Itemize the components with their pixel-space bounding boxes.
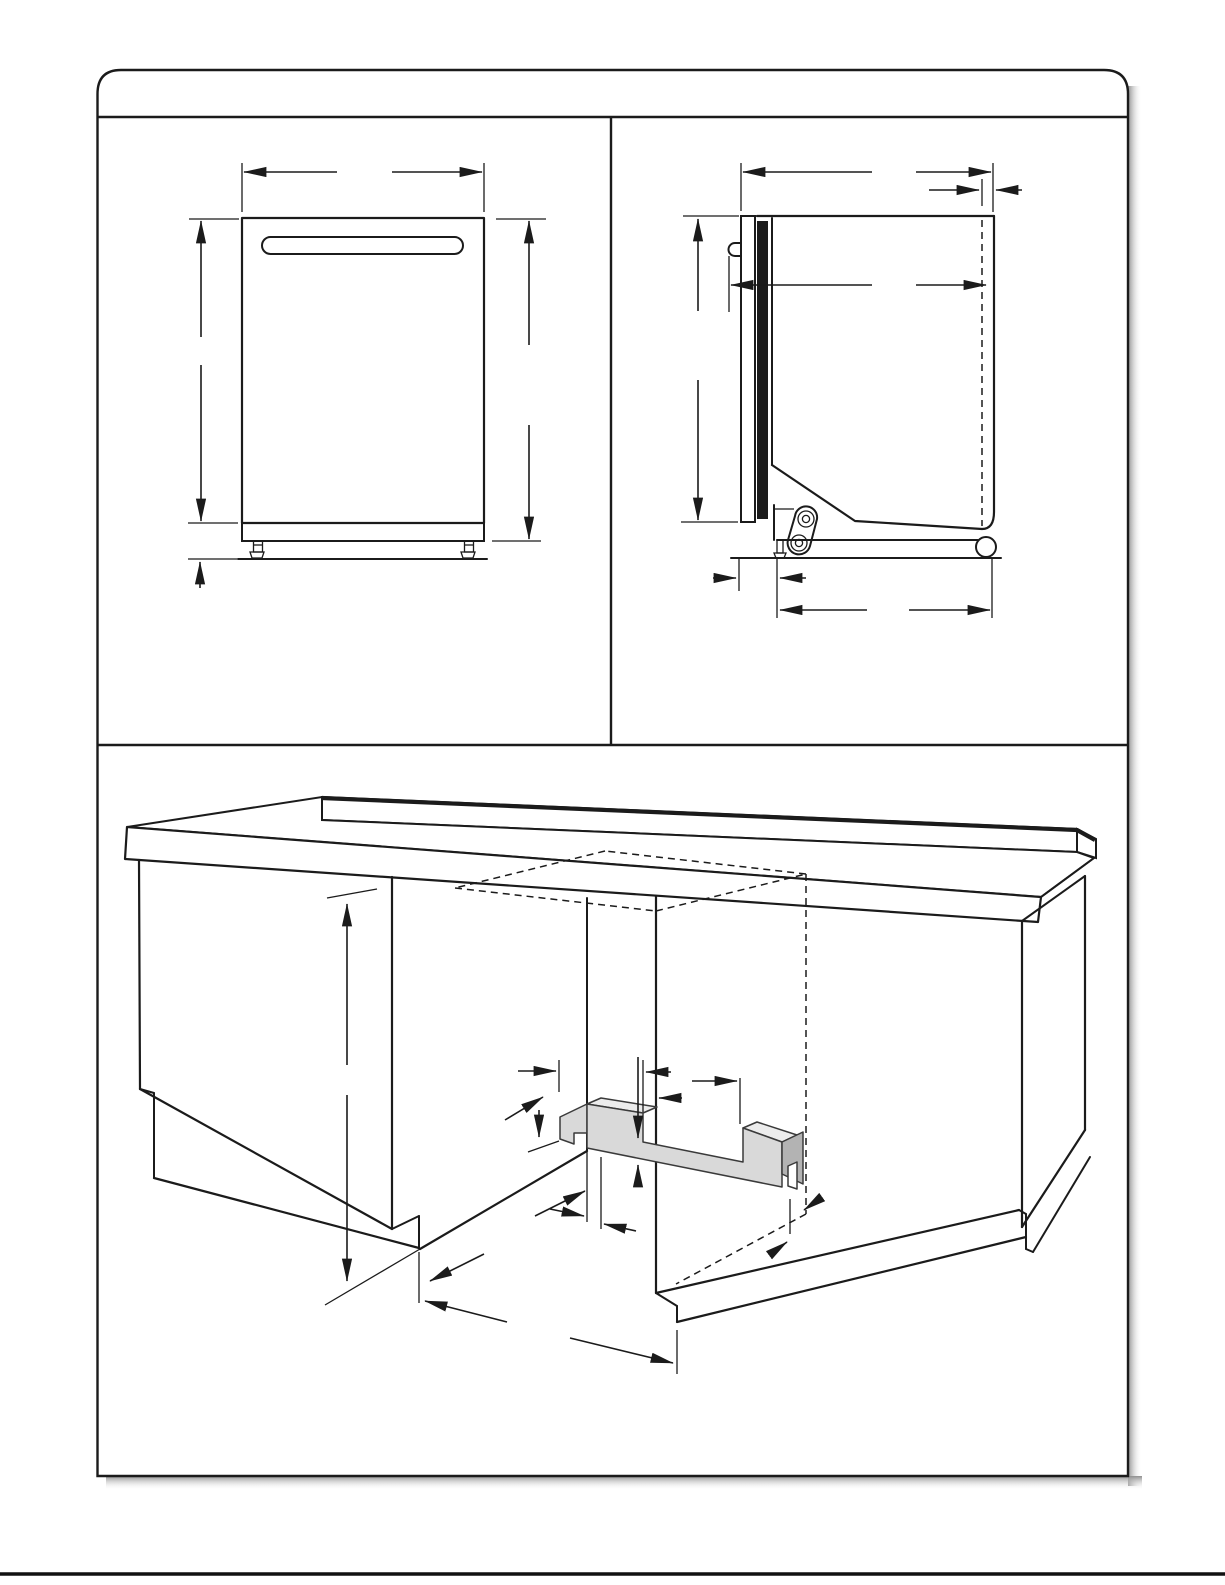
door-handle-recess <box>262 237 463 254</box>
side-view-panel <box>681 163 1022 618</box>
side-rear-gap-dimension <box>929 179 1022 206</box>
utility-zone-end-slot <box>788 1162 797 1189</box>
opening-height-dimension <box>325 889 420 1305</box>
side-height-dimension <box>681 216 739 522</box>
utility-zone-back-wall <box>587 1104 782 1187</box>
frame-shadow-bottom <box>106 1476 1142 1490</box>
left-toekick-notch <box>392 1216 419 1229</box>
frame-shadow-right <box>1128 86 1142 1486</box>
utility-zone-left-wall <box>560 1104 587 1144</box>
kick-panel <box>242 523 484 541</box>
side-front-leg <box>774 540 786 558</box>
side-toe-clearance-dimensions <box>713 558 806 618</box>
front-total-height-dimension <box>492 219 546 541</box>
utility-access-zone <box>560 1098 803 1189</box>
front-leg-adjust-dimension <box>188 559 237 588</box>
front-door-height-dimension <box>188 219 239 523</box>
side-leg-spacing-dimension <box>780 558 992 618</box>
opening-depth-dimension <box>430 1191 585 1281</box>
right-toekick-notch <box>656 1293 677 1306</box>
body-rear-and-bottom <box>772 216 994 529</box>
control-tab <box>729 243 742 256</box>
left-wall-zone-dimensions <box>505 1060 559 1152</box>
door-hinge <box>788 506 818 554</box>
right-cabinet <box>656 876 1090 1322</box>
appliance-footprint-hidden-lines <box>455 851 806 1284</box>
door-inner-liner <box>757 221 768 519</box>
opening-view-panel <box>125 797 1096 1374</box>
zone-notch-width-dimension <box>643 1060 740 1124</box>
leveling-leg-left <box>250 541 264 558</box>
door-outline <box>242 218 484 523</box>
front-width-dimension <box>242 163 484 212</box>
door-outer-panel <box>741 216 755 522</box>
leveling-leg-right <box>461 541 475 558</box>
figure-border <box>98 70 1129 1476</box>
back-corner-dimension <box>550 1152 636 1231</box>
front-view-panel <box>188 163 546 588</box>
left-sidewall-floor-edge <box>420 1151 587 1249</box>
side-depth-dimension <box>741 163 993 212</box>
rear-roller <box>976 537 996 557</box>
zone-right-end-dimensions <box>772 1199 818 1253</box>
left-cabinet <box>139 860 587 1249</box>
opening-width-dimension <box>419 1252 677 1374</box>
